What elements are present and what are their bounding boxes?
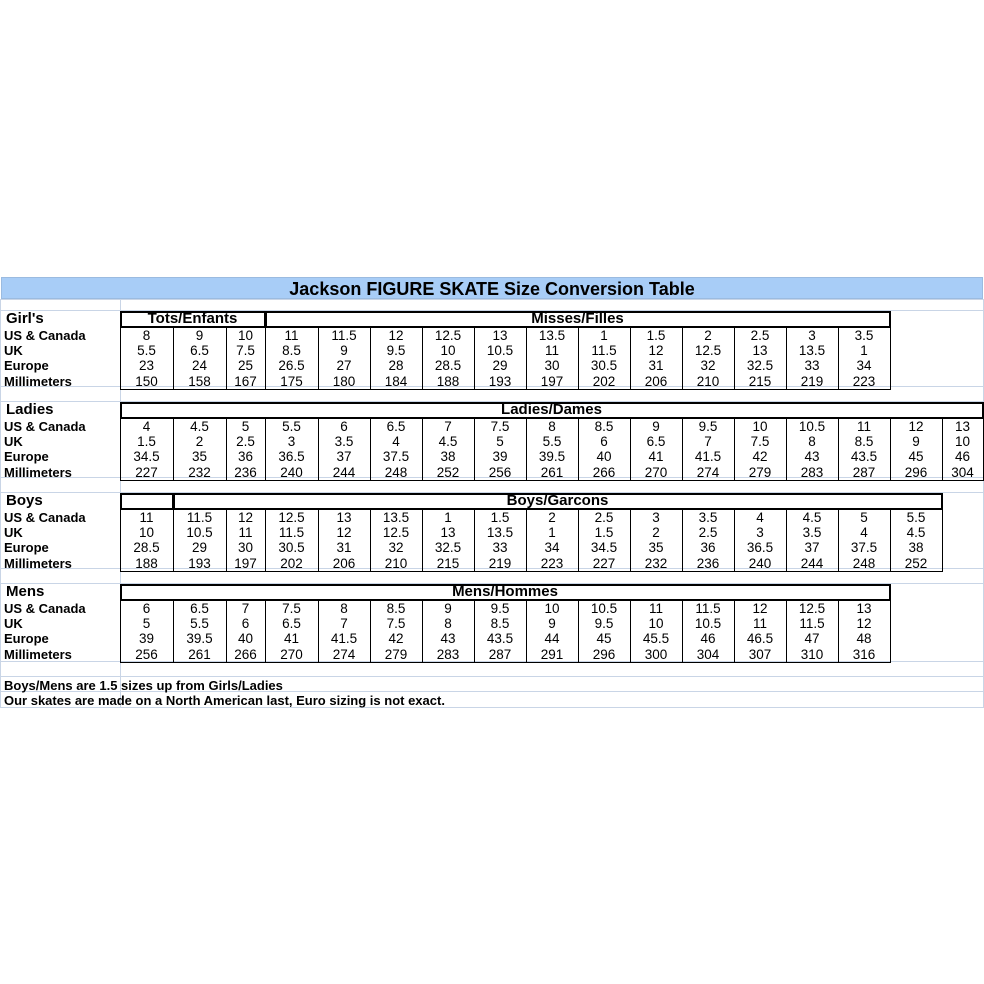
size-cell: 10 (954, 434, 971, 450)
size-cell: 9.5 (594, 616, 614, 632)
row-label: Millimeters (4, 464, 72, 480)
size-cell: 206 (332, 555, 356, 571)
size-cell: 1.5 (137, 434, 156, 450)
size-cell: 36 (700, 540, 716, 556)
size-cell: 184 (384, 373, 408, 389)
size-cell: 43 (440, 631, 456, 647)
size-cell: 25 (237, 358, 254, 374)
size-cell: 227 (592, 555, 616, 571)
size-cell: 215 (436, 555, 460, 571)
size-cell: 3 (808, 328, 816, 343)
row-label: UK (4, 616, 23, 632)
size-cell: 291 (540, 646, 564, 662)
size-cell: 5 (496, 434, 504, 450)
size-cell: 1 (444, 510, 452, 525)
size-cell: 32.5 (434, 540, 462, 556)
size-cell: 10.5 (798, 419, 826, 434)
size-cell: 30 (544, 358, 560, 374)
gridline-vertical (0, 299, 1, 707)
size-cell: 43.5 (486, 631, 514, 647)
size-cell: 2.5 (698, 525, 718, 541)
size-cell: 10.5 (694, 616, 722, 632)
size-cell: 36.5 (746, 540, 774, 556)
size-cell: 1 (600, 328, 608, 343)
size-cell: 2.5 (750, 328, 770, 343)
size-cell: 296 (904, 464, 928, 480)
size-cell: 30.5 (278, 540, 305, 556)
size-cell: 44 (544, 631, 560, 647)
row-label: Millimeters (4, 373, 72, 389)
size-cell: 283 (800, 464, 824, 480)
table-title: Jackson FIGURE SKATE Size Conversion Table (1, 277, 983, 299)
size-cell: 12.5 (694, 343, 722, 359)
size-cell: 30 (237, 540, 254, 556)
size-cell: 13.5 (538, 328, 566, 343)
size-cell: 4.5 (906, 525, 926, 541)
size-cell: 232 (644, 555, 668, 571)
row-label: Europe (4, 358, 49, 374)
size-cell: 8.5 (594, 419, 614, 434)
size-cell: 39 (492, 449, 508, 465)
size-cell: 10 (648, 616, 664, 632)
size-cell: 296 (592, 646, 616, 662)
size-cell: 3.5 (698, 510, 718, 525)
size-cell: 307 (748, 646, 772, 662)
size-cell: 11.5 (186, 510, 213, 525)
size-cell: 261 (188, 646, 211, 662)
size-cell: 28 (388, 358, 404, 374)
size-cell: 202 (592, 373, 616, 389)
size-cell: 11.5 (591, 343, 617, 359)
header-label: Boys/Garcons (506, 492, 609, 509)
size-cell: 8 (340, 601, 348, 616)
size-cell: 9.5 (698, 419, 718, 434)
size-cell: 43 (804, 449, 820, 465)
size-cell: 8 (444, 616, 452, 632)
size-cell: 39.5 (538, 449, 566, 465)
size-cell: 38 (908, 540, 924, 556)
size-cell: 316 (852, 646, 876, 662)
size-cell: 4.5 (438, 434, 458, 450)
size-cell: 5.5 (542, 434, 562, 450)
size-cell: 256 (488, 464, 512, 480)
size-cell: 188 (135, 555, 158, 571)
size-cell: 40 (237, 631, 254, 647)
size-cell: 5 (142, 616, 151, 632)
row-label: UK (4, 525, 23, 541)
size-cell: 12 (388, 328, 404, 343)
size-cell: 11.5 (331, 328, 357, 343)
size-cell: 9.5 (386, 343, 406, 359)
size-cell: 4 (756, 510, 764, 525)
size-cell: 210 (696, 373, 720, 389)
size-cell: 37 (804, 540, 820, 556)
row-label: UK (4, 434, 23, 450)
size-cell: 197 (540, 373, 564, 389)
size-cell: 1 (548, 525, 556, 541)
header-label: Tots/Enfants (147, 310, 238, 327)
size-cell: 11 (139, 510, 154, 525)
size-cell: 39 (138, 631, 155, 647)
size-cell: 240 (280, 464, 303, 480)
size-cell: 256 (135, 646, 158, 662)
size-cell: 210 (384, 555, 408, 571)
size-cell: 41 (648, 449, 664, 465)
size-cell: 287 (488, 646, 512, 662)
size-cell: 40 (596, 449, 612, 465)
size-cell: 6.5 (646, 434, 666, 450)
size-cell: 8.5 (490, 616, 510, 632)
size-cell: 28.5 (133, 540, 160, 556)
size-cell: 13 (440, 525, 456, 541)
size-conversion-sheet (0, 277, 984, 709)
size-cell: 5 (860, 510, 868, 525)
size-cell: 219 (800, 373, 824, 389)
size-cell: 12 (908, 419, 924, 434)
size-cell: 6 (600, 434, 608, 450)
row-label: Europe (4, 540, 49, 556)
size-cell: 46 (700, 631, 716, 647)
size-cell: 11 (544, 343, 559, 359)
section-title: Mens (6, 583, 45, 600)
size-cell: 266 (234, 646, 257, 662)
size-cell: 34 (544, 540, 560, 556)
size-cell: 4 (142, 419, 151, 434)
size-cell: 270 (280, 646, 303, 662)
header-label: Misses/Filles (531, 310, 624, 327)
size-cell: 248 (852, 555, 876, 571)
size-cell: 12.5 (798, 601, 826, 616)
size-cell: 4 (392, 434, 400, 450)
size-cell: 7 (704, 434, 712, 450)
size-cell: 5 (241, 419, 250, 434)
size-cell: 45 (908, 449, 924, 465)
size-cell: 42 (388, 631, 404, 647)
note-sizes-up: Boys/Mens are 1.5 sizes up from Girls/Ladies (4, 678, 283, 693)
size-cell: 42 (752, 449, 768, 465)
size-cell: 188 (436, 373, 460, 389)
size-cell: 10 (138, 525, 155, 541)
section-title: Girl's (6, 310, 44, 327)
size-cell: 274 (332, 646, 356, 662)
size-cell: 6.5 (190, 343, 209, 359)
size-cell: 279 (384, 646, 408, 662)
size-cell: 13 (856, 601, 872, 616)
size-cell: 13 (492, 328, 508, 343)
size-cell: 2 (548, 510, 556, 525)
size-cell: 8.5 (282, 343, 301, 359)
size-cell: 304 (696, 646, 720, 662)
size-cell: 8 (808, 434, 816, 450)
size-cell: 29 (492, 358, 508, 374)
gridline (0, 299, 984, 300)
size-cell: 252 (904, 555, 928, 571)
size-cell: 11 (752, 616, 767, 632)
size-cell: 10 (544, 601, 560, 616)
size-cell: 45.5 (642, 631, 670, 647)
size-cell: 180 (332, 373, 356, 389)
size-cell: 6.5 (386, 419, 406, 434)
size-cell: 2 (195, 434, 204, 450)
size-cell: 2 (652, 525, 660, 541)
size-cell: 12 (752, 601, 768, 616)
size-cell: 13.5 (486, 525, 514, 541)
size-cell: 35 (191, 449, 208, 465)
size-cell: 6 (142, 601, 151, 616)
size-cell: 310 (800, 646, 824, 662)
row-label: US & Canada (4, 601, 86, 616)
size-cell: 38 (440, 449, 456, 465)
size-cell: 3 (287, 434, 296, 450)
size-cell: 29 (191, 540, 208, 556)
size-cell: 2 (704, 328, 712, 343)
size-cell: 11 (648, 601, 663, 616)
size-cell: 167 (234, 373, 257, 389)
size-cell: 45 (596, 631, 612, 647)
size-cell: 3 (652, 510, 660, 525)
size-cell: 4.5 (802, 510, 822, 525)
size-cell: 37 (336, 449, 352, 465)
size-cell: 31 (648, 358, 664, 374)
size-cell: 232 (188, 464, 211, 480)
row-label: Europe (4, 631, 49, 647)
size-cell: 7 (241, 601, 250, 616)
size-cell: 236 (696, 555, 720, 571)
size-cell: 10.5 (590, 601, 618, 616)
size-cell: 11.5 (278, 525, 305, 541)
size-cell: 34.5 (133, 449, 160, 465)
row-label: Millimeters (4, 646, 72, 662)
size-cell: 244 (332, 464, 356, 480)
size-cell: 28.5 (434, 358, 462, 374)
size-cell: 300 (644, 646, 668, 662)
size-cell: 11.5 (695, 601, 721, 616)
size-cell: 41.5 (694, 449, 722, 465)
size-cell: 39.5 (186, 631, 213, 647)
size-cell: 46 (954, 449, 971, 465)
size-cell: 9 (548, 616, 556, 632)
size-cell: 12 (237, 510, 254, 525)
size-cell: 240 (748, 555, 772, 571)
size-cell: 33 (492, 540, 508, 556)
size-cell: 10 (237, 328, 254, 343)
header-label: Mens/Hommes (452, 583, 558, 600)
size-cell: 37.5 (382, 449, 410, 465)
note-euro-sizing: Our skates are made on a North American last, Euro sizing is not exact. (4, 693, 445, 708)
size-cell: 5.5 (137, 343, 156, 359)
size-cell: 34 (856, 358, 872, 374)
size-cell: 223 (540, 555, 564, 571)
size-cell: 9 (652, 419, 660, 434)
size-cell: 6 (340, 419, 348, 434)
size-cell: 7.5 (386, 616, 406, 632)
size-cell: 35 (648, 540, 664, 556)
size-cell: 244 (800, 555, 824, 571)
row-label: Europe (4, 449, 49, 465)
size-cell: 6.5 (282, 616, 301, 632)
size-cell: 4 (860, 525, 868, 541)
size-cell: 13 (954, 419, 971, 434)
size-cell: 219 (488, 555, 512, 571)
size-cell: 8.5 (854, 434, 874, 450)
size-cell: 13 (752, 343, 768, 359)
size-cell: 43.5 (850, 449, 878, 465)
size-cell: 48 (856, 631, 872, 647)
size-cell: 150 (135, 373, 158, 389)
size-cell: 10 (752, 419, 768, 434)
size-cell: 223 (852, 373, 876, 389)
size-cell: 7.5 (282, 601, 301, 616)
row-label: US & Canada (4, 328, 86, 343)
size-cell: 3 (756, 525, 764, 541)
size-cell: 252 (436, 464, 460, 480)
size-cell: 270 (644, 464, 668, 480)
size-cell: 37.5 (850, 540, 878, 556)
size-cell: 10 (440, 343, 456, 359)
size-cell: 13.5 (798, 343, 826, 359)
size-cell: 32 (700, 358, 716, 374)
size-cell: 41.5 (330, 631, 358, 647)
size-cell: 248 (384, 464, 408, 480)
size-cell: 9 (195, 328, 204, 343)
size-cell: 47 (804, 631, 820, 647)
size-cell: 8.5 (386, 601, 406, 616)
size-cell: 193 (488, 373, 512, 389)
size-cell: 274 (696, 464, 720, 480)
size-cell: 1 (860, 343, 868, 359)
row-label: US & Canada (4, 419, 86, 434)
size-cell: 6 (241, 616, 250, 632)
size-cell: 5.5 (906, 510, 926, 525)
size-cell: 46.5 (746, 631, 774, 647)
size-cell: 9 (340, 343, 348, 359)
size-cell: 6.5 (190, 601, 209, 616)
size-cell: 23 (138, 358, 155, 374)
size-cell: 227 (135, 464, 158, 480)
size-cell: 7.5 (490, 419, 510, 434)
size-cell: 7.5 (236, 343, 255, 359)
size-cell: 1.5 (490, 510, 510, 525)
size-cell: 202 (280, 555, 303, 571)
size-cell: 5.5 (190, 616, 209, 632)
size-cell: 30.5 (590, 358, 618, 374)
size-cell: 11 (856, 419, 871, 434)
size-cell: 34.5 (590, 540, 618, 556)
section-title: Ladies (6, 401, 54, 418)
size-cell: 261 (540, 464, 564, 480)
size-cell: 27 (336, 358, 352, 374)
row-label: US & Canada (4, 510, 86, 525)
size-cell: 36.5 (278, 449, 305, 465)
size-cell: 193 (188, 555, 211, 571)
size-cell: 32.5 (746, 358, 774, 374)
size-cell: 7.5 (750, 434, 770, 450)
size-cell: 12.5 (278, 510, 305, 525)
size-cell: 13.5 (382, 510, 410, 525)
size-cell: 26.5 (278, 358, 305, 374)
header-label (120, 493, 173, 509)
size-cell: 10.5 (186, 525, 213, 541)
gridline (0, 676, 984, 677)
size-cell: 9 (912, 434, 920, 450)
size-cell: 158 (188, 373, 211, 389)
size-cell: 7 (444, 419, 452, 434)
size-cell: 13 (336, 510, 352, 525)
size-cell: 206 (644, 373, 668, 389)
size-cell: 3.5 (334, 434, 354, 450)
size-cell: 8 (142, 328, 151, 343)
size-cell: 10.5 (486, 343, 514, 359)
size-cell: 36 (237, 449, 254, 465)
header-label: Ladies/Dames (501, 401, 602, 418)
size-cell: 4.5 (190, 419, 209, 434)
size-cell: 7 (340, 616, 348, 632)
size-cell: 266 (592, 464, 616, 480)
size-cell: 2.5 (236, 434, 255, 450)
size-cell: 8 (548, 419, 556, 434)
size-cell: 175 (280, 373, 303, 389)
size-cell: 24 (191, 358, 208, 374)
size-cell: 3.5 (802, 525, 822, 541)
size-cell: 12.5 (382, 525, 410, 541)
size-cell: 41 (283, 631, 300, 647)
size-cell: 197 (234, 555, 257, 571)
size-cell: 279 (748, 464, 772, 480)
size-cell: 33 (804, 358, 820, 374)
section-title: Boys (6, 492, 43, 509)
size-cell: 1.5 (594, 525, 614, 541)
row-label: UK (4, 343, 23, 359)
size-cell: 11.5 (799, 616, 825, 632)
size-cell: 12 (856, 616, 872, 632)
size-cell: 2.5 (594, 510, 614, 525)
size-cell: 215 (748, 373, 772, 389)
size-cell: 283 (436, 646, 460, 662)
size-cell: 11 (238, 525, 253, 541)
size-cell: 5.5 (282, 419, 301, 434)
size-cell: 12.5 (434, 328, 462, 343)
size-cell: 9.5 (490, 601, 510, 616)
size-cell: 3.5 (854, 328, 874, 343)
size-cell: 9 (444, 601, 452, 616)
size-cell: 1.5 (646, 328, 666, 343)
size-cell: 12 (648, 343, 664, 359)
size-cell: 32 (388, 540, 404, 556)
row-label: Millimeters (4, 555, 72, 571)
size-cell: 287 (852, 464, 876, 480)
size-cell: 236 (234, 464, 257, 480)
size-cell: 11 (284, 328, 299, 343)
size-cell: 31 (336, 540, 352, 556)
size-cell: 12 (336, 525, 352, 541)
size-cell: 304 (951, 464, 974, 480)
